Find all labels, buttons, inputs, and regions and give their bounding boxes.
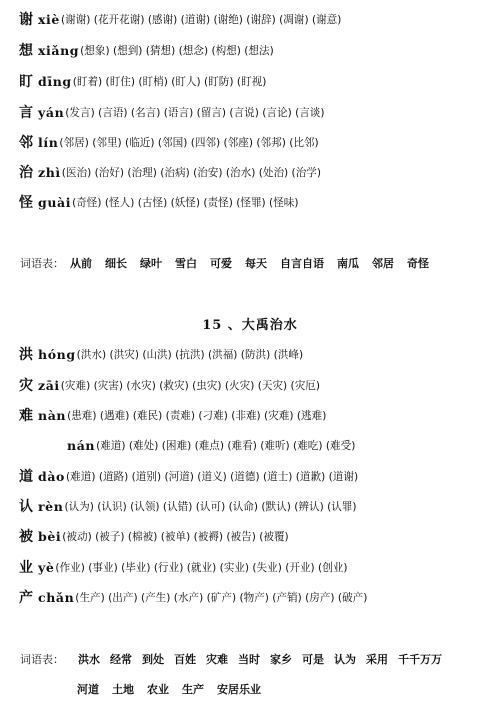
word: 破产 bbox=[342, 591, 364, 604]
entry-row bbox=[0, 161, 500, 183]
vocab-row bbox=[20, 648, 500, 670]
word: 发言 bbox=[69, 106, 91, 119]
word: 行业 bbox=[158, 561, 180, 574]
word: 治理 bbox=[131, 166, 153, 179]
word: 认可 bbox=[199, 500, 222, 513]
entry-char: 谢 bbox=[19, 12, 33, 28]
word: 被褥 bbox=[197, 530, 219, 543]
word: 治病 bbox=[164, 166, 186, 179]
word: 逃难 bbox=[301, 409, 323, 422]
word: 留言 bbox=[200, 106, 222, 119]
entry-words: (生产) (出产) (产生) (水产) (矿产) (物产) (产销) (房产) (破产) bbox=[75, 591, 368, 604]
word: 语言 bbox=[167, 106, 190, 119]
entry-words: (谢谢) (花开花谢) (感谢) (道谢) (谢绝) (谢辞) (凋谢) (谢意) bbox=[60, 13, 342, 26]
word: 毕业 bbox=[125, 561, 147, 574]
word: 盯着 bbox=[76, 75, 99, 88]
word: 被子 bbox=[99, 530, 121, 543]
entry-words: (奇怪) (怪人) (古怪) (妖怪) (责怪) (怪罪) (怪味) bbox=[72, 196, 299, 209]
vocab-word: 洪水 bbox=[78, 653, 100, 666]
word: 感谢 bbox=[151, 13, 174, 26]
word: 认错 bbox=[167, 500, 189, 513]
vocab-word: 农业 bbox=[147, 683, 169, 696]
word: 被覆 bbox=[263, 530, 285, 543]
entry-pinyin: bèi bbox=[38, 528, 62, 544]
entry-char: 盯 bbox=[19, 74, 33, 90]
entry-pinyin: xiǎng bbox=[38, 42, 80, 58]
word: 难道 bbox=[70, 470, 92, 483]
vocab-word: 绿叶 bbox=[140, 257, 162, 270]
word: 水灾 bbox=[130, 379, 152, 392]
word: 创业 bbox=[322, 561, 344, 574]
word: 言语 bbox=[102, 106, 124, 119]
word: 产生 bbox=[145, 591, 167, 604]
word: 灾厄 bbox=[294, 379, 316, 392]
vocab-word: 当时 bbox=[238, 653, 260, 666]
word: 责难 bbox=[169, 409, 191, 422]
word: 言说 bbox=[233, 106, 255, 119]
entry-words: (被动) (被子) (棉被) (被单) (被褥) (被告) (被覆) bbox=[62, 530, 289, 543]
word: 四邻 bbox=[194, 136, 217, 149]
entry-char: 想 bbox=[19, 43, 33, 59]
word: 怪罪 bbox=[240, 196, 262, 209]
entry-pinyin: yán bbox=[38, 104, 65, 120]
vocab-word: 可爱 bbox=[210, 257, 232, 270]
entry-row bbox=[0, 101, 500, 123]
word: 责怪 bbox=[207, 196, 229, 209]
word: 名言 bbox=[135, 106, 157, 119]
word: 事业 bbox=[92, 561, 114, 574]
entry-words: (医治) (治好) (治理) (治病) (治安) (治水) (处治) (治学) bbox=[61, 166, 322, 179]
vocab-word: 到处 bbox=[142, 653, 164, 666]
vocab-word: 从前 bbox=[70, 257, 92, 270]
entry-char: 认 bbox=[19, 499, 33, 515]
word: 谢谢 bbox=[65, 13, 87, 26]
word: 怪人 bbox=[109, 196, 131, 209]
word: 难受 bbox=[330, 439, 352, 452]
word: 山洪 bbox=[146, 348, 168, 361]
vocab-word: 自言自语 bbox=[280, 257, 324, 270]
word: 认罪 bbox=[331, 500, 353, 513]
word: 防洪 bbox=[244, 348, 267, 361]
entry-pinyin: nàn bbox=[38, 407, 67, 423]
lesson-title: 15 、大禹治水 bbox=[202, 318, 298, 333]
word: 言谈 bbox=[299, 106, 321, 119]
word: 道谢 bbox=[184, 13, 206, 26]
word: 道义 bbox=[201, 470, 223, 483]
word: 治水 bbox=[230, 166, 252, 179]
entry-char: 怪 bbox=[19, 195, 33, 211]
entry-pinyin: yè bbox=[38, 559, 55, 575]
word: 谢绝 bbox=[217, 13, 239, 26]
vocab-word: 奇怪 bbox=[407, 257, 429, 270]
word: 难吃 bbox=[297, 439, 319, 452]
entry-words: (作业) (事业) (毕业) (行业) (就业) (实业) (失业) (开业) (创业) bbox=[55, 561, 348, 574]
word: 虫灾 bbox=[196, 379, 218, 392]
entry-row bbox=[0, 39, 500, 61]
vocab-row bbox=[77, 678, 500, 700]
entry-words: (想象) (想到) (猜想) (想念) (构想) (想法) bbox=[80, 44, 274, 57]
entry-char: 言 bbox=[19, 105, 33, 121]
word: 认为 bbox=[68, 500, 90, 513]
entry-char: 治 bbox=[19, 165, 33, 181]
word: 盯视 bbox=[241, 75, 263, 88]
entry-pinyin: guài bbox=[38, 194, 72, 210]
entry-pinyin: dīng bbox=[38, 73, 72, 89]
entry-row bbox=[48, 434, 500, 456]
word: 怪味 bbox=[273, 196, 295, 209]
word: 难看 bbox=[231, 439, 253, 452]
word: 作业 bbox=[59, 561, 81, 574]
vocab-word: 雪白 bbox=[175, 257, 197, 270]
word: 想象 bbox=[84, 44, 106, 57]
entry-row bbox=[0, 586, 500, 608]
entry-row bbox=[0, 556, 500, 578]
word: 妖怪 bbox=[174, 196, 196, 209]
vocab-row bbox=[20, 252, 500, 274]
word: 难点 bbox=[198, 439, 220, 452]
word: 开业 bbox=[289, 561, 311, 574]
entry-pinyin: rèn bbox=[38, 498, 64, 514]
entry-pinyin: xiè bbox=[38, 11, 60, 27]
word: 救灾 bbox=[163, 379, 185, 392]
word: 失业 bbox=[256, 561, 278, 574]
word: 治好 bbox=[98, 166, 120, 179]
entry-words: (邻居) (邻里) (临近) (邻国) (四邻) (邻座) (邻邦) (比邻) bbox=[59, 136, 319, 149]
word: 花开花谢 bbox=[97, 13, 141, 26]
word: 被单 bbox=[164, 530, 187, 543]
word: 盯住 bbox=[109, 75, 131, 88]
word: 临近 bbox=[129, 136, 151, 149]
word: 被动 bbox=[66, 530, 88, 543]
word: 灾害 bbox=[97, 379, 119, 392]
entry-row bbox=[0, 525, 500, 547]
entry-row bbox=[0, 8, 500, 30]
entry-row bbox=[0, 70, 500, 92]
word: 认命 bbox=[232, 500, 254, 513]
word: 默认 bbox=[265, 500, 287, 513]
word: 盯人 bbox=[175, 75, 197, 88]
vocab-word: 每天 bbox=[245, 257, 267, 270]
word: 遇难 bbox=[104, 409, 126, 422]
word: 处治 bbox=[262, 166, 285, 179]
vocab-word: 细长 bbox=[105, 257, 127, 270]
word: 邻居 bbox=[63, 136, 85, 149]
word: 非难 bbox=[235, 409, 257, 422]
vocab-word: 百姓 bbox=[174, 653, 196, 666]
word: 被告 bbox=[230, 530, 252, 543]
word: 邻国 bbox=[162, 136, 184, 149]
word: 道谢 bbox=[332, 470, 354, 483]
word: 构想 bbox=[215, 44, 237, 57]
entry-char: 洪 bbox=[19, 347, 33, 363]
word: 患难 bbox=[71, 409, 93, 422]
word: 洪福 bbox=[212, 348, 234, 361]
word: 辨认 bbox=[298, 500, 320, 513]
word: 灾难 bbox=[64, 379, 87, 392]
word: 言论 bbox=[266, 106, 288, 119]
entry-words: (难道) (难处) (困难) (难点) (难看) (难听) (难吃) (难受) bbox=[96, 439, 356, 452]
word: 实业 bbox=[223, 561, 245, 574]
word: 谢意 bbox=[316, 13, 338, 26]
word: 道路 bbox=[102, 470, 125, 483]
entry-pinyin: zāi bbox=[38, 377, 60, 393]
word: 盯防 bbox=[208, 75, 230, 88]
vocab-word: 南瓜 bbox=[337, 257, 359, 270]
entry-pinyin: dào bbox=[38, 468, 65, 484]
entry-row bbox=[0, 191, 500, 213]
word: 房产 bbox=[309, 591, 331, 604]
word: 难听 bbox=[264, 439, 286, 452]
vocab-word: 土地 bbox=[112, 683, 134, 696]
word: 产销 bbox=[276, 591, 298, 604]
word: 水产 bbox=[177, 591, 200, 604]
vocab-word: 河道 bbox=[77, 683, 99, 696]
word: 河道 bbox=[168, 470, 190, 483]
entry-pinyin: lín bbox=[38, 134, 59, 150]
word: 治安 bbox=[197, 166, 219, 179]
entry-pinyin: nán bbox=[67, 437, 96, 453]
entry-pinyin: chǎn bbox=[38, 589, 75, 605]
vocab-word: 采用 bbox=[366, 653, 388, 666]
word: 刁难 bbox=[202, 409, 224, 422]
word: 道士 bbox=[267, 470, 289, 483]
word: 想到 bbox=[117, 44, 139, 57]
word: 凋谢 bbox=[283, 13, 305, 26]
entry-pinyin: hóng bbox=[38, 346, 76, 362]
word: 医治 bbox=[65, 166, 88, 179]
entry-row bbox=[0, 495, 500, 517]
word: 难处 bbox=[133, 439, 155, 452]
word: 难民 bbox=[136, 409, 159, 422]
entry-char: 邻 bbox=[19, 135, 33, 151]
entry-words: (患难) (遇难) (难民) (责难) (刁难) (非难) (灾难) (逃难) bbox=[67, 409, 327, 422]
vocab-label: 词语表： bbox=[20, 653, 64, 666]
word: 火灾 bbox=[229, 379, 251, 392]
entry-pinyin: zhì bbox=[38, 164, 61, 180]
vocab-word: 灾难 bbox=[206, 653, 228, 666]
vocab-label: 词语表： bbox=[20, 257, 64, 270]
word: 天灾 bbox=[261, 379, 284, 392]
word: 生产 bbox=[79, 591, 101, 604]
entry-row bbox=[0, 404, 500, 426]
word: 道德 bbox=[234, 470, 256, 483]
entry-char: 产 bbox=[19, 590, 33, 606]
word: 想念 bbox=[182, 44, 204, 57]
word: 道歉 bbox=[299, 470, 322, 483]
vocab-word: 家乡 bbox=[270, 653, 292, 666]
word: 盯梢 bbox=[142, 75, 164, 88]
vocab-word: 生产 bbox=[182, 683, 204, 696]
vocab-word: 可是 bbox=[302, 653, 324, 666]
word: 道别 bbox=[135, 470, 157, 483]
entry-row bbox=[0, 131, 500, 153]
word: 矿产 bbox=[210, 591, 232, 604]
entry-words: (灾难) (灾害) (水灾) (救灾) (虫灾) (火灾) (天灾) (灾厄) bbox=[60, 379, 321, 392]
entry-words: (发言) (言语) (名言) (语言) (留言) (言说) (言论) (言谈) bbox=[65, 106, 325, 119]
entry-words: (难道) (道路) (道别) (河道) (道义) (道德) (道士) (道歉) (道谢) bbox=[65, 470, 359, 483]
vocab-word: 安居乐业 bbox=[217, 683, 261, 696]
word: 困难 bbox=[165, 439, 188, 452]
vocab-word: 认为 bbox=[334, 653, 356, 666]
entry-row bbox=[0, 343, 500, 365]
word: 抗洪 bbox=[179, 348, 201, 361]
word: 谢辞 bbox=[250, 13, 272, 26]
word: 比邻 bbox=[293, 136, 315, 149]
word: 猜想 bbox=[149, 44, 172, 57]
word: 邻座 bbox=[227, 136, 249, 149]
word: 治学 bbox=[295, 166, 317, 179]
word: 出产 bbox=[112, 591, 134, 604]
word: 洪水 bbox=[80, 348, 102, 361]
entry-char: 被 bbox=[19, 529, 33, 545]
word: 认识 bbox=[101, 500, 123, 513]
vocab-word: 千千万万 bbox=[398, 653, 442, 666]
entry-char: 难 bbox=[19, 408, 33, 424]
vocab-word: 经常 bbox=[110, 653, 132, 666]
word: 难道 bbox=[100, 439, 122, 452]
entry-words: (洪水) (洪灾) (山洪) (抗洪) (洪福) (防洪) (洪峰) bbox=[76, 348, 304, 361]
word: 邻邦 bbox=[260, 136, 282, 149]
vocab-word: 邻居 bbox=[372, 257, 394, 270]
word: 洪灾 bbox=[113, 348, 135, 361]
entry-char: 业 bbox=[19, 560, 33, 576]
word: 棉被 bbox=[132, 530, 154, 543]
word: 就业 bbox=[190, 561, 213, 574]
entry-words: (盯着) (盯住) (盯梢) (盯人) (盯防) (盯视) bbox=[72, 75, 267, 88]
word: 物产 bbox=[243, 591, 265, 604]
word: 灾难 bbox=[268, 409, 290, 422]
word: 邻里 bbox=[96, 136, 118, 149]
word: 奇怪 bbox=[76, 196, 98, 209]
word: 古怪 bbox=[141, 196, 164, 209]
word: 认领 bbox=[134, 500, 156, 513]
word: 洪峰 bbox=[277, 348, 299, 361]
entry-row bbox=[0, 465, 500, 487]
entry-words: (认为) (认识) (认领) (认错) (认可) (认命) (默认) (辨认) (认罪) bbox=[64, 500, 357, 513]
entry-char: 灾 bbox=[19, 378, 33, 394]
entry-row bbox=[0, 374, 500, 396]
entry-char: 道 bbox=[19, 469, 33, 485]
word: 想法 bbox=[248, 44, 270, 57]
